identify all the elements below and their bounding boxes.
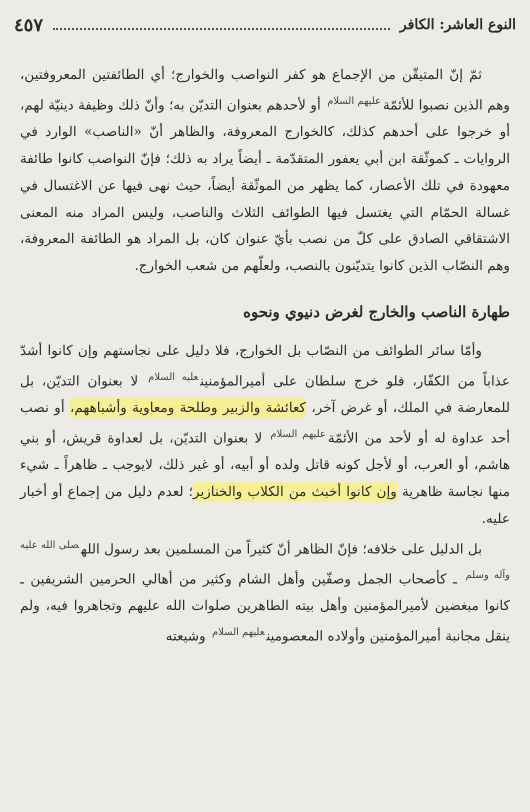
- header-dotted-rule: [53, 28, 390, 30]
- p3-text-a: بل الدليل على خلافه؛ فإنّ الظاهر أنّ كثيراً من المسلمين بعد رسول الله: [81, 541, 482, 558]
- p3-text-b: ـ كأصحاب الجمل وصفّين وأهل الشام وكثير من أهالي الحرمين الشريفين ـ كانوا مبغضين لأميرالمؤمنين وأهل بيته الطاهرين صلوات الله عليهم وتجاهروا فيه، ولم ينقل مجانبة أميرالمؤمنين وأولاده المعصومين: [20, 571, 510, 645]
- paragraph-3: [20, 533, 510, 651]
- highlighted-text: وإن كانوا أخبث من الكلاب والخنازير: [192, 483, 397, 500]
- main-text: [20, 62, 510, 650]
- page-header: [14, 12, 516, 38]
- honorific-mark: صلى الله عليه وآله وسلم: [20, 539, 511, 581]
- p2-text-d: لا بعنوان التديّن، بل لعداوة قريش، أو بني هاشم، أو العرب، أو لأجل كونه قاتل ولده أو أبيه، أو غير ذلك، لايوجب ـ ظاهراً ـ شيء منها نجاسة ظاهرية: [20, 430, 510, 500]
- honorific-mark: عليهم السلام: [270, 428, 326, 440]
- honorific-mark: عليهم السلام: [212, 627, 265, 638]
- p2-text-a: وأمّا سائر الطوائف من النصّاب بل الخوارج، فلا دليل على نجاستهم وإن كانوا أشدّ عذاباً من الكفّار، فلو خرج سلطان على أميرالمؤمنين: [20, 342, 510, 390]
- p1-text-a: ثمّ إنّ المتيقّن من الإجماع هو كفر النواصب والخوارج؛ أي الطائفتين المعروفتين، وهم الذين نصبوا للأئمّة: [20, 67, 510, 114]
- honorific-mark: عليهم السلام: [327, 95, 381, 107]
- p2-text-c: أو نصب أحد عداوة له أو لأحد من الأئمّة: [20, 400, 510, 447]
- running-title: النوع العاشر: الكافر: [399, 17, 516, 33]
- highlighted-text: كعائشة والزبير وطلحة ومعاوية وأشباههم،: [69, 400, 306, 417]
- paragraph-2: [20, 338, 510, 533]
- p1-text-b: أو لأحدهم بعنوان التديّن به؛ وأنّ ذلك وظيفة دينيّة لهم، أو خرجوا على أحدهم كذلك، كالخوارج المعروفة، والظاهر أنّ «الناصب» الوارد في الروايات ـ كموثّقة ابن أبي يعفور المتقدّمة ـ أيضاً يراد به ذلك؛ فإنّ النواصب كانوا طائفة معهودة في تلك الأعصار، كما يظهر من الموثّقة أيضاً، حيث نهى فيها عن الاغتسال في غسالة الحمّام التي يغتسل فيها الطوائف الثلاث والناصب، وليس المراد منه المعنى الاشتقاقي الصادق على كلّ من نصب بأيّ عنوان كان، بل المراد هو الطائفة المعروفة، وهم النصّاب الذين كانوا يتديّنون بالنصب، ولعلّهم من شعب الخوارج.: [20, 97, 510, 275]
- p2-text-b: لا بعنوان التديّن، بل للمعارضة في الملك، أو غرض آخر،: [20, 373, 511, 417]
- p3-text-c: وشيعته: [165, 628, 211, 645]
- paragraph-1: [20, 62, 510, 280]
- p2-text-e: ؛ لعدم دليل من إجماع أو أخبار عليه.: [20, 483, 510, 527]
- honorific-mark: عليه السلام: [148, 371, 199, 383]
- section-heading: طهارة الناصب والخارج لغرض دنيوي ونحوه: [243, 302, 510, 321]
- page-number: ٤٥٧: [14, 14, 44, 36]
